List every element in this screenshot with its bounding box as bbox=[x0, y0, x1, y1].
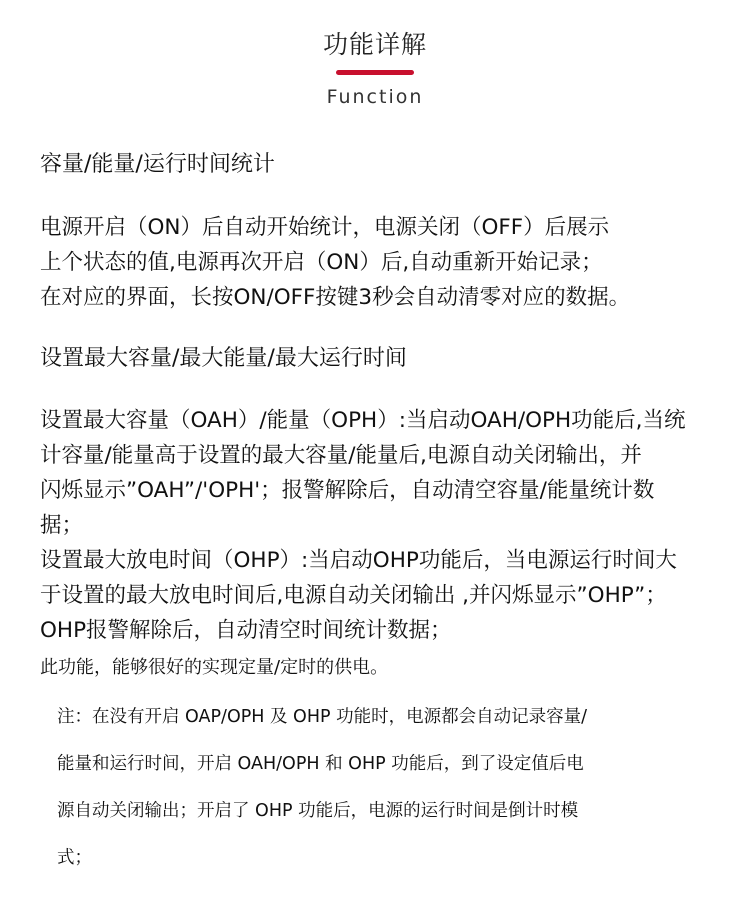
max-settings-description bbox=[40, 403, 686, 648]
section-heading-max-settings: 设置最大容量/最大能量/最大运行时间 bbox=[40, 346, 407, 371]
note-line: 源自动关闭输出；开启了 OHP 功能后，电源的运行时间是倒计时模 bbox=[57, 801, 579, 821]
paragraph-line: 计容量/能量高于设置的最大容量/能量后,电源自动关闭输出，并 bbox=[40, 443, 642, 468]
paragraph-line: OHP报警解除后，自动清空时间统计数据； bbox=[40, 618, 452, 643]
note-block bbox=[57, 694, 587, 882]
paragraph-line: 在对应的界面，长按ON/OFF按键3秒会自动清零对应的数据。 bbox=[40, 285, 631, 310]
statistics-description bbox=[40, 210, 630, 315]
section-header bbox=[0, 28, 750, 109]
paragraph-line: 闪烁显示”OAH”/'OPH'；报警解除后，自动清空容量/能量统计数 bbox=[40, 478, 655, 503]
section-heading-statistics: 容量/能量/运行时间统计 bbox=[40, 152, 275, 177]
paragraph-line: 据； bbox=[40, 513, 84, 538]
paragraph-line: 设置最大容量（OAH）/能量（OPH）:当启动OAH/OPH功能后,当统 bbox=[40, 408, 686, 433]
note-line: 能量和运行时间，开启 OAH/OPH 和 OHP 功能后，到了设定值后电 bbox=[57, 754, 584, 774]
paragraph-line: 上个状态的值,电源再次开启（ON）后,自动重新开始记录； bbox=[40, 250, 603, 275]
paragraph-line: 设置最大放电时间（OHP）:当启动OHP功能后，当电源运行时间大 bbox=[40, 548, 677, 573]
page-title: 功能详解 bbox=[322, 30, 427, 59]
note-line: 注：在没有开启 OAP/OPH 及 OHP 功能时，电源都会自动记录容量/ bbox=[57, 707, 588, 727]
title-underline-bar bbox=[336, 70, 414, 75]
paragraph-line: 于设置的最大放电时间后,电源自动关闭输出 ,并闪烁显示”OHP”； bbox=[40, 583, 667, 608]
note-line: 式； bbox=[57, 848, 92, 868]
page-subtitle: Function bbox=[326, 86, 424, 108]
paragraph-line: 电源开启（ON）后自动开始统计，电源关闭（OFF）后展示 bbox=[40, 215, 610, 240]
summary-text: 此功能，能够很好的实现定量/定时的供电。 bbox=[40, 657, 389, 678]
